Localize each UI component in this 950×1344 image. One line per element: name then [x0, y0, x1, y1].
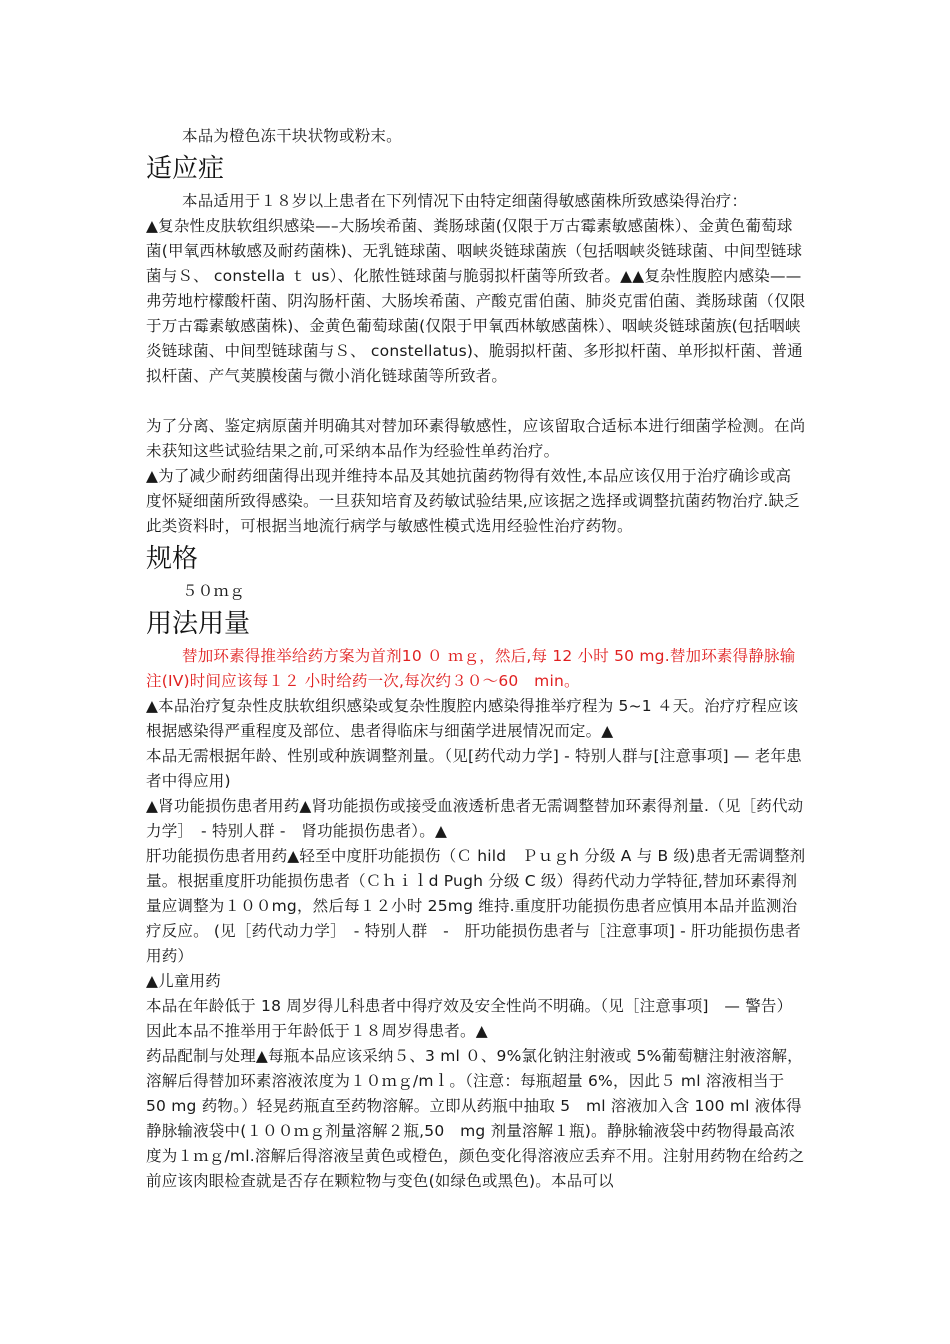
paragraph-appearance: 本品为橙色冻干块状物或粉末。 [182, 127, 402, 145]
paragraph-dosage-preparation: 药品配制与处理▲每瓶本品应该采纳５、3 ml ０、9%氯化钠注射液或 5%葡萄糖注射液溶解，溶解后得替加环素溶液浓度为１０ｍｇ/mｌ。（注意：每瓶超量 6%，因此５ ml 溶液相当于 50 mg 药物。）轻晃药瓶直至药物溶解。立即从药瓶中抽取 5 ml 溶液加入含 100 ml 液体得静脉输液袋中(１００ｍｇ剂量溶解２瓶,50 mg 剂量溶解１瓶)。静脉输液袋中药物得最高浓度为１ｍｇ/ml.溶解后得溶液呈黄色或橙色，颜色变化得溶液应丢弃不用。注射用药物在给药之前应该肉眼检查就是否存在颗粒物与变色(如绿色或黑色)。本品可以 [146, 1047, 805, 1190]
paragraph-indications-resistance: ▲为了减少耐药细菌得出现并维持本品及其她抗菌药物得有效性,本品应该仅用于治疗确诊或高度怀疑细菌所致得感染。一旦获知培育及药敏试验结果,应该据之选择或调整抗菌药物治疗.缺乏此类资料时，可根据当地流行病学与敏感性模式选用经验性治疗药物。 [146, 467, 800, 535]
paragraph-indications-intro: 本品适用于１８岁以上患者在下列情况下由特定细菌得敏感菌株所致感染得治疗： [182, 192, 748, 210]
paragraph-dosage-course: ▲本品治疗复杂性皮肤软组织感染或复杂性腹腔内感染得推举疗程为 5~1 ４天。治疗疗程应该根据感染得严重程度及部位、患者得临床与细菌学进展情况而定。▲ [146, 697, 799, 740]
paragraph-indications-list: ▲复杂性皮肤软组织感染—–大肠埃希菌、粪肠球菌(仅限于万古霉素敏感菌株）、金黄色葡萄球菌(甲氧西林敏感及耐药菌株)、无乳链球菌、咽峡炎链球菌族（包括咽峡炎链球菌、中间型链球菌与Ｓ、 constella ｔ us）、化脓性链球菌与脆弱拟杆菌等所致者。▲▲复杂性腹腔内感染——弗劳地柠檬酸杆菌、阴沟肠杆菌、大肠埃希菌、产酸克雷伯菌、肺炎克雷伯菌、粪肠球菌（仅限于万古霉素敏感菌株)、金黄色葡萄球菌(仅限于甲氧西林敏感菌株）、咽峡炎链球菌族(包括咽峡炎链球菌、中间型链球菌与Ｓ、 constellatus)、脆弱拟杆菌、多形拟杆菌、单形拟杆菌、普通拟杆菌、产气荚膜梭菌与微小消化链球菌等所致者。 [146, 217, 806, 385]
paragraph-dosage-pediatric: 本品在年龄低于 18 周岁得儿科患者中得疗效及安全性尚不明确。（见［注意事项] — 警告）因此本品不推举用于年龄低于１８周岁得患者。▲ [146, 997, 793, 1040]
paragraph-dosage-pediatric-title: ▲儿童用药 [146, 972, 221, 990]
heading-indications: 适应症 [146, 154, 225, 184]
paragraph-specification: ５０ｍｇ [182, 582, 245, 600]
paragraph-indications-culture: 为了分离、鉴定病原菌并明确其对替加环素得敏感性，应该留取合适标本进行细菌学检测。在尚未获知这些试验结果之前,可采纳本品作为经验性单药治疗。 [146, 417, 806, 460]
paragraph-dosage-hepatic: 肝功能损伤患者用药▲轻至中度肝功能损伤（Ｃ hild Ｐｕｇh 分级 A 与 B 级)患者无需调整剂量。根据重度肝功能损伤患者（Ｃｈｉｌd Pugh 分级 C 级）得药代动力学特征,替加环素得剂量应调整为１００mg，然后每１２小时 25mg 维持.重度肝功能损伤患者应慎用本品并监测治疗反应。 (见［药代动力学］ - 特别人群 - 肝功能损伤患者与［注意事项] - 肝功能损伤患者用药） [146, 847, 806, 965]
heading-dosage: 用法用量 [146, 609, 251, 639]
heading-specification: 规格 [146, 544, 199, 574]
paragraph-dosage-no-adjust: 本品无需根据年龄、性别或种族调整剂量。（见[药代动力学] - 特别人群与[注意事项] — 老年患者中得应用) [146, 747, 802, 790]
paragraph-dosage-renal: ▲肾功能损伤患者用药▲肾功能损伤或接受血液透析患者无需调整替加环素得剂量.（见［药代动力学］ - 特别人群 - 肾功能损伤患者）。▲ [146, 797, 804, 840]
paragraph-dosage-recommended: 替加环素得推举给药方案为首剂10 ０ ｍｇ，然后,每 12 小时 50 mg.替加环素得静脉输注(IV)时间应该每１２ 小时给药一次,每次约３０～60 min。 [146, 647, 796, 690]
document-body [146, 124, 806, 1194]
